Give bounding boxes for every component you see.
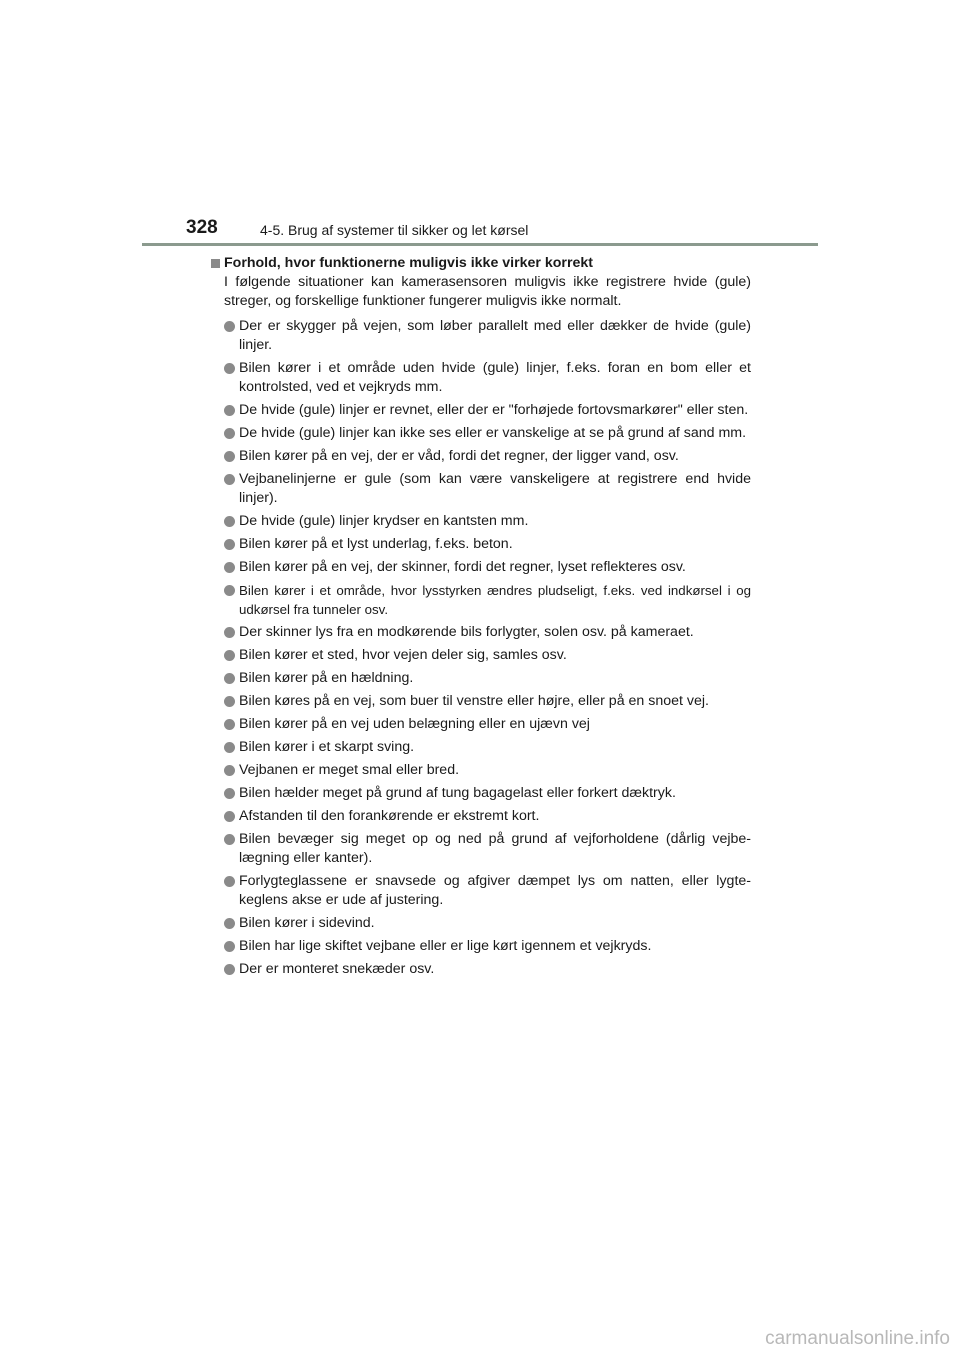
- circle-bullet-icon: [224, 428, 235, 439]
- list-item: [224, 535, 751, 554]
- circle-bullet-icon: [224, 918, 235, 929]
- list-item: [224, 715, 751, 734]
- page-number: 328: [186, 217, 218, 238]
- list-item: [224, 512, 751, 531]
- circle-bullet-icon: [224, 765, 235, 776]
- section-title: 4-5. Brug af systemer til sikker og let kørsel: [260, 222, 529, 238]
- circle-bullet-icon: [224, 405, 235, 416]
- list-item: [224, 914, 751, 933]
- list-item-text: Bilen kører i sidevind.: [239, 915, 375, 931]
- watermark: carmanualsonline.info: [765, 1328, 950, 1349]
- list-item-text: Vejbanen er meget smal eller bred.: [239, 762, 460, 778]
- list-item: [224, 738, 751, 757]
- list-item-text: Der er monteret snekæder osv.: [239, 961, 435, 977]
- circle-bullet-icon: [224, 811, 235, 822]
- circle-bullet-icon: [224, 941, 235, 952]
- section-heading-text: Forhold, hvor funktionerne muligvis ikke virker korrekt: [224, 255, 593, 271]
- circle-bullet-icon: [224, 650, 235, 661]
- list-item-text: Der er skygger på vejen, som løber parallelt med eller dækker de hvide (gule) linjer.: [239, 318, 751, 353]
- list-item: [224, 646, 751, 665]
- circle-bullet-icon: [224, 719, 235, 730]
- intro-paragraph: I følgende situationer kan kamerasensoren muligvis ikke registrere hvide (gule) streger, og forskellige funktioner fungerer muligvis ikke normalt.: [224, 274, 751, 309]
- circle-bullet-icon: [224, 562, 235, 573]
- list-item-text: Bilen har lige skiftet vejbane eller er lige kørt igennem et vejkryds.: [239, 938, 652, 954]
- list-item: [224, 761, 751, 780]
- list-item-text: Vejbanelinjerne er gule (som kan være vanskeligere at registrere end hvide linjer).: [239, 471, 751, 506]
- section-heading: [211, 254, 751, 273]
- circle-bullet-icon: [224, 539, 235, 550]
- list-item-text: Forlygteglassene er snavsede og afgiver dæmpet lys om natten, eller lygte-keglens akse er ude af justering.: [239, 873, 751, 908]
- list-item-text: Bilen kører på en vej, der er våd, fordi det regner, der ligger vand, osv.: [239, 448, 679, 464]
- header-rule: [142, 243, 818, 246]
- list-item-text: De hvide (gule) linjer er revnet, eller der er "forhøjede fortovsmarkører" eller sten.: [239, 402, 749, 418]
- circle-bullet-icon: [224, 696, 235, 707]
- list-item: [224, 807, 751, 826]
- list-item: [224, 581, 751, 619]
- list-item-text: Bilen kører på en vej uden belægning eller en ujævn vej: [239, 716, 590, 732]
- list-item: [224, 447, 751, 466]
- list-item-text: Bilen kører på en hældning.: [239, 670, 414, 686]
- list-item-text: Bilen kører på et lyst underlag, f.eks. beton.: [239, 536, 513, 552]
- list-item: [224, 937, 751, 956]
- list-item-text: Bilen kører i et område uden hvide (gule) linjer, f.eks. foran en bom eller et kontrolsted, ved et vejkryds mm.: [239, 360, 751, 395]
- list-item: [224, 872, 751, 910]
- circle-bullet-icon: [224, 585, 235, 596]
- list-item-text: Bilen bevæger sig meget op og ned på grund af vejforholdene (dårlig vejbe-lægning eller kanter).: [239, 831, 751, 866]
- circle-bullet-icon: [224, 876, 235, 887]
- list-item: [224, 359, 751, 397]
- list-item-text: Bilen kører på en vej, der skinner, fordi det regner, lyset reflekteres osv.: [239, 559, 686, 575]
- list-item: [224, 669, 751, 688]
- list-item: [224, 424, 751, 443]
- circle-bullet-icon: [224, 516, 235, 527]
- list-item-text: Der skinner lys fra en modkørende bils forlygter, solen osv. på kameraet.: [239, 624, 694, 640]
- list-item: [224, 784, 751, 803]
- list-item-text: Bilen kører et sted, hvor vejen deler sig, samles osv.: [239, 647, 567, 663]
- circle-bullet-icon: [224, 474, 235, 485]
- circle-bullet-icon: [224, 742, 235, 753]
- circle-bullet-icon: [224, 788, 235, 799]
- circle-bullet-icon: [224, 321, 235, 332]
- square-bullet-icon: [211, 259, 220, 268]
- circle-bullet-icon: [224, 451, 235, 462]
- circle-bullet-icon: [224, 363, 235, 374]
- list-item: [224, 317, 751, 355]
- list-item-text: De hvide (gule) linjer krydser en kantsten mm.: [239, 513, 529, 529]
- circle-bullet-icon: [224, 834, 235, 845]
- list-item: [224, 401, 751, 420]
- list-item-text: De hvide (gule) linjer kan ikke ses eller er vanskelige at se på grund af sand mm.: [239, 425, 747, 441]
- list-item-text: Bilen hælder meget på grund af tung bagagelast eller forkert dæktryk.: [239, 785, 676, 801]
- list-item: [224, 960, 751, 979]
- content-area: [211, 254, 751, 983]
- list-item: [224, 558, 751, 577]
- circle-bullet-icon: [224, 673, 235, 684]
- circle-bullet-icon: [224, 964, 235, 975]
- list-item-text: Bilen kører i et område, hvor lysstyrken ændres pludseligt, f.eks. ved indkørsel i og udkørsel fra tunneler osv.: [239, 583, 751, 617]
- list-item-text: Bilen køres på en vej, som buer til venstre eller højre, eller på en snoet vej.: [239, 693, 709, 709]
- condition-list: [211, 317, 751, 979]
- list-item-text: Afstanden til den forankørende er ekstremt kort.: [239, 808, 540, 824]
- list-item-text: Bilen kører i et skarpt sving.: [239, 739, 415, 755]
- list-item: [224, 470, 751, 508]
- list-item: [224, 830, 751, 868]
- list-item: [224, 623, 751, 642]
- circle-bullet-icon: [224, 627, 235, 638]
- list-item: [224, 692, 751, 711]
